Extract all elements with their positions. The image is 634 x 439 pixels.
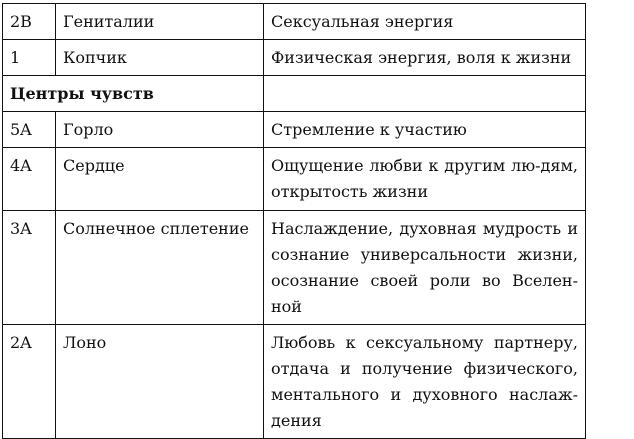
code-cell: 2B [3, 4, 56, 40]
code-cell: 4A [3, 148, 56, 211]
description-cell: Физическая энергия, воля к жизни [264, 40, 586, 76]
table-row [3, 4, 586, 40]
description-cell: Сексуальная энергия [264, 4, 586, 40]
organ-cell: Копчик [56, 40, 264, 76]
organ-cell: Лоно [56, 325, 264, 439]
table-row [3, 211, 586, 325]
organ-cell: Солнечное сплетение [56, 211, 264, 325]
table-row [3, 148, 586, 211]
table-row [3, 40, 586, 76]
code-cell: 5A [3, 112, 56, 148]
description-cell: Стремление к участию [264, 112, 586, 148]
description-cell: Наслаждение, духовная мудрость и сознание универсальности жизни, осознание своей роли во Вселен-ной [264, 211, 586, 325]
organ-cell: Сердце [56, 148, 264, 211]
description-cell: Ощущение любви к другим лю-дям, открытость жизни [264, 148, 586, 211]
organ-cell: Горло [56, 112, 264, 148]
code-cell: 2A [3, 325, 56, 439]
organ-cell: Гениталии [56, 4, 264, 40]
section-title: Центры чувств [3, 76, 264, 112]
code-cell: 3A [3, 211, 56, 325]
table-row [3, 325, 586, 439]
section-header-row [3, 76, 586, 112]
chakra-table [2, 3, 586, 439]
empty-cell [264, 76, 586, 112]
code-cell: 1 [3, 40, 56, 76]
description-cell: Любовь к сексуальному партнеру, отдача и получение физического, ментального и духовного наслаж-дения [264, 325, 586, 439]
table-row [3, 112, 586, 148]
